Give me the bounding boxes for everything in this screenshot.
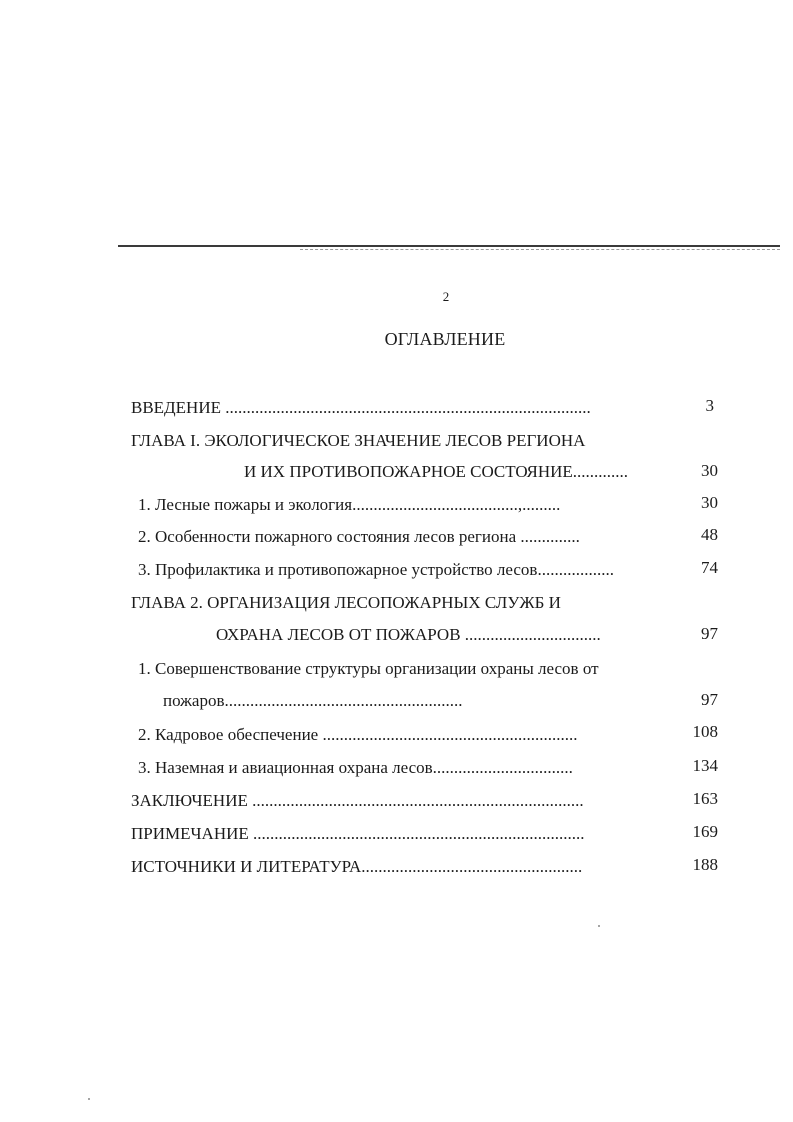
toc-page-sources: 188 (692, 855, 718, 874)
toc-page-ch1-sec2: 48 (701, 525, 718, 544)
toc-entry-ch2-sec1-line1: 1. Совершенствование структуры организации охраны лесов от (138, 659, 599, 678)
toc-page-notes: 169 (692, 822, 718, 841)
toc-page-conclusion: 163 (692, 789, 718, 808)
toc-entry-ch1-sec3: 3. Профилактика и противопожарное устройство лесов.................. (138, 560, 614, 579)
scan-speck (598, 925, 600, 927)
toc-page-ch2-sec1: 97 (701, 690, 718, 709)
toc-entry-ch2-sec3: 3. Наземная и авиационная охрана лесов................................. (138, 758, 573, 777)
toc-entry-conclusion: ЗАКЛЮЧЕНИЕ .............................................................................. (131, 791, 584, 810)
page-number: 2 (442, 289, 450, 304)
toc-page-chapter2: 97 (701, 624, 718, 643)
toc-entry-sources: ИСТОЧНИКИ И ЛИТЕРАТУРА.................................................... (131, 857, 583, 876)
toc-entry-ch1-sec2: 2. Особенности пожарного состояния лесов региона .............. (138, 527, 580, 546)
toc-page-introduction: 3 (705, 396, 714, 415)
toc-entry-chapter2-line2: ОХРАНА ЛЕСОВ ОТ ПОЖАРОВ ................................ (216, 625, 601, 644)
toc-page-ch2-sec3: 134 (692, 756, 718, 775)
toc-entry-ch2-sec1-line2: пожаров........................................................ (163, 691, 463, 710)
page-title: ОГЛАВЛЕНИЕ (384, 329, 506, 349)
blank-top-margin (0, 0, 793, 240)
toc-page-ch1-sec1: 30 (701, 493, 718, 512)
toc-entry-chapter2-line1: ГЛАВА 2. ОРГАНИЗАЦИЯ ЛЕСОПОЖАРНЫХ СЛУЖБ И (131, 593, 561, 612)
toc-page-ch1-sec3: 74 (701, 558, 718, 577)
toc-entry-chapter1-line2: И ИХ ПРОТИВОПОЖАРНОЕ СОСТОЯНИЕ............. (244, 462, 629, 481)
scan-edge-line (118, 245, 780, 247)
toc-entry-ch1-sec1: 1. Лесные пожары и экология.......................................,......... (138, 495, 561, 514)
toc-entry-introduction: ВВЕДЕНИЕ ...................................................................................... (131, 398, 591, 417)
toc-entry-chapter1-line1: ГЛАВА I. ЭКОЛОГИЧЕСКОЕ ЗНАЧЕНИЕ ЛЕСОВ РЕГИОНА (131, 431, 586, 450)
scan-speck (88, 1098, 90, 1100)
toc-page-chapter1: 30 (701, 461, 718, 480)
toc-page-ch2-sec2: 108 (692, 722, 718, 741)
toc-entry-ch2-sec2: 2. Кадровое обеспечение ............................................................ (138, 725, 578, 744)
toc-entry-notes: ПРИМЕЧАНИЕ .............................................................................. (131, 824, 585, 843)
scan-edge-line-faint (300, 249, 780, 250)
